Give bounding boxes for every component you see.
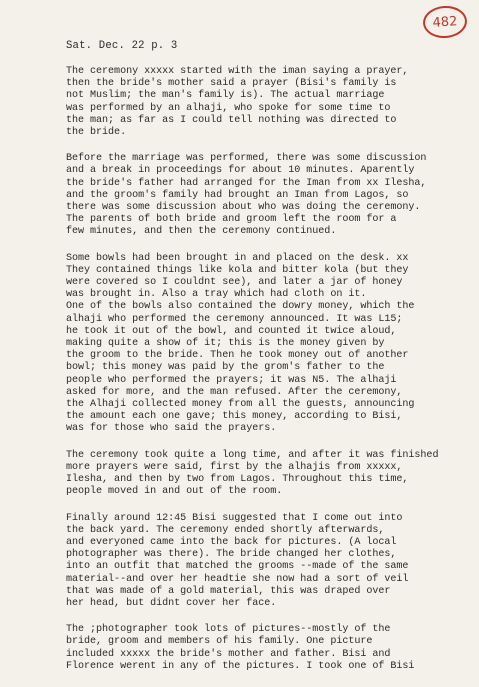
text-line: alhaji who performed the ceremony announced. It was L15; [66,313,403,325]
text-line: the groom to the bride. Then he took money out of another [66,350,409,362]
text-line: that was made of a gold material, this was draped over [66,585,391,597]
text-line: and a break in proceedings for about 10 minutes. Aparently [66,165,415,177]
page-header: Sat. Dec. 22 p. 3 [66,40,178,52]
text-line: and the groom's family had brought an Iman from Lagos, so [66,189,409,201]
text-line: Before the marriage was performed, there was some discussion [66,153,427,165]
text-line: The ceremony xxxxx started with the iman saying a prayer, [66,66,409,77]
text-line: the Alhaji collected money from all the guests, announcing [66,399,415,411]
text-line: into an outfit that matched the grooms --made of the same [66,561,409,573]
text-line: more prayers were said, first by the alhajis from xxxxx, [66,461,403,473]
text-line: The ceremony took quite a long time, and after it was finished [66,449,439,461]
text-line: included xxxxx the bride's mother and father. Bisi and [66,648,391,660]
text-line: bride, groom and members of his family. One picture [66,636,373,648]
text-line: making quite a show of it; this is the money given by [66,338,385,350]
text-line: material--and over her headtie she now had a sort of veil [66,573,409,585]
text-line: was performed by an alhaji, who spoke for some time to [66,102,391,114]
text-line: and everyoned came into the back for pictures. (A local [66,536,397,548]
text-line: then the bride's mother said a prayer (Bisi's family is [66,78,397,90]
text-line: her head, but didnt cover her face. [66,597,277,609]
text-line: Florence werent in any of the pictures. I took one of Bisi [66,660,415,672]
paragraph [66,624,471,673]
text-line: few minutes, and then the ceremony continued. [66,226,337,238]
text-line: not Muslim; the man's family is). The actual marriage [66,90,385,102]
paragraph [66,66,471,139]
text-line: people moved in and out of the room. [66,486,283,498]
text-line: people who performed the prayers; it was N5. The alhaji [66,374,397,386]
text-line: there was some discussion about who was doing the ceremony. [66,202,421,214]
text-line: the amount each one gave; this money, according to Bisi, [66,411,403,423]
document-body [66,66,471,687]
text-line: the bride. [66,127,127,139]
text-line: One of the bowls also contained the dowry money, which the [66,301,415,313]
text-line: the bride's father had arranged for the Iman from xx Ilesha, [66,177,427,189]
paragraph [66,450,471,499]
text-line: asked for more, and the man refused. After the ceremony, [66,386,403,398]
text-line: bowl; this money was paid by the grom's father to the [66,362,385,374]
text-line: the back yard. The ceremony ended shortly afterwards, [66,524,385,536]
text-line: They contained things like kola and bitter kola (but they [66,264,409,276]
paragraph [66,253,471,436]
text-line: was brought in. Also a tray which had cloth on it. [66,289,367,301]
paragraph [66,513,471,611]
text-line: he took it out of the bowl, and counted it twice aloud, [66,325,397,337]
text-line: The parents of both bride and groom left the room for a [66,214,397,226]
text-line: the man; as far as I could tell nothing was directed to [66,114,397,126]
text-line: Some bowls had been brought in and placed on the desk. xx [66,252,409,264]
text-line: Ilesha, and then by two from Lagos. Throughout this time, [66,474,409,486]
text-line: was for those who said the prayers. [66,423,277,435]
paragraph [66,153,471,238]
text-line: Finally around 12:45 Bisi suggested that I come out into [66,512,403,524]
text-line: photographer was there). The bride changed her clothes, [66,549,397,561]
page-number-stamp: 482 [422,5,468,40]
text-line: The ;photographer took lots of pictures--mostly of the [66,624,391,636]
text-line: were covered so I couldnt see), and later a jar of honey [66,277,403,289]
